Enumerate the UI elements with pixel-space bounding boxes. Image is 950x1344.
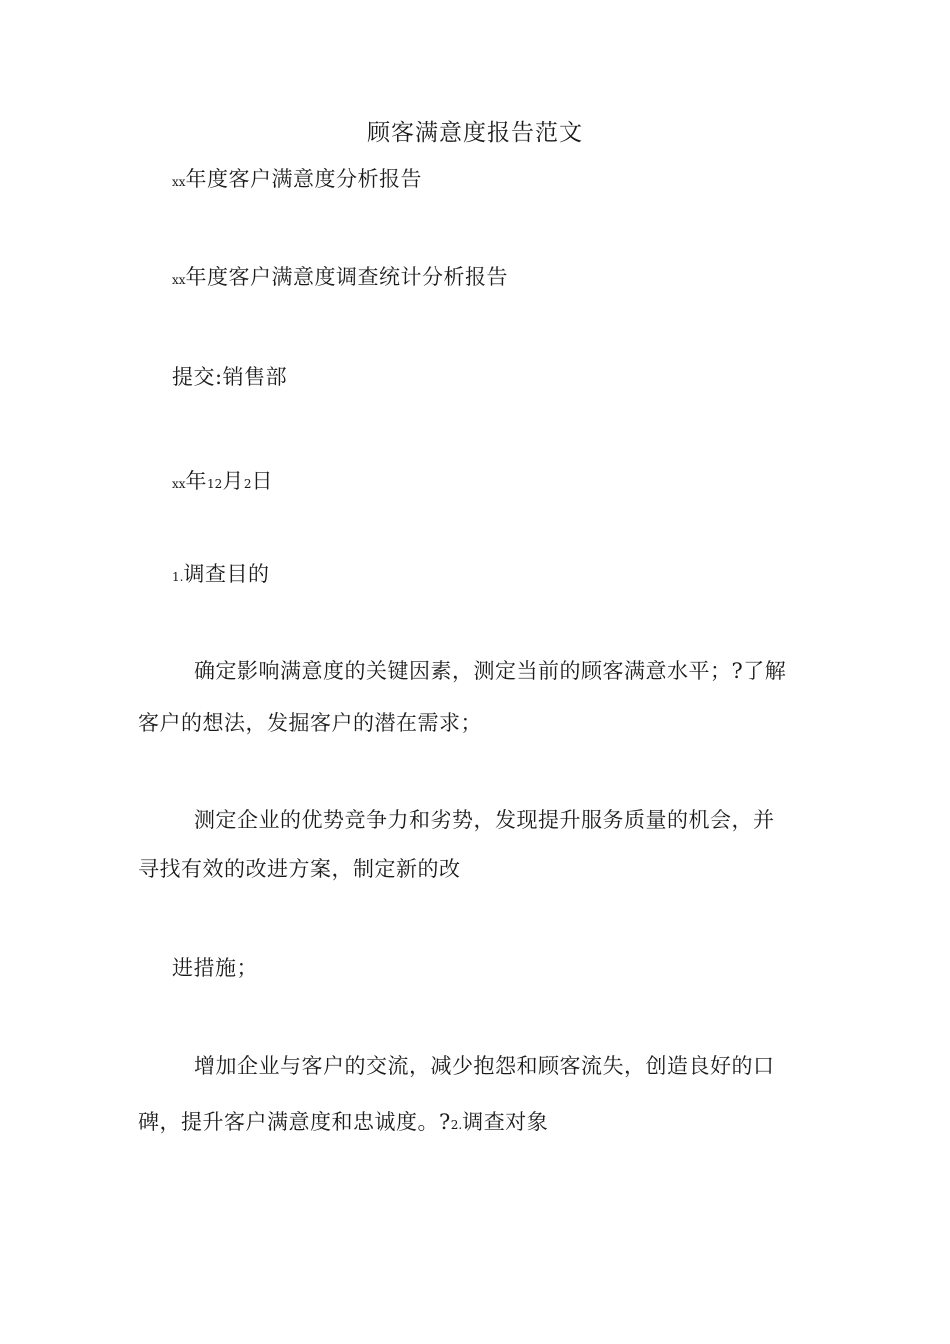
paragraph-2-line-1: 测定企业的优势竞争力和劣势，发现提升服务质量的机会，并 — [194, 808, 775, 832]
year-placeholder: xx — [172, 273, 186, 287]
section-1-heading — [172, 560, 269, 591]
date-day: 日 — [251, 469, 273, 493]
header-line-1 — [172, 165, 422, 196]
paragraph-4-line-2-text: 碑，提升客户满意度和忠诚度。? — [138, 1110, 451, 1134]
paragraph-4-line-2 — [138, 1108, 548, 1139]
paragraph-1-line-1: 确定影响满意度的关键因素，测定当前的顾客满意水平；?了解 — [194, 659, 787, 683]
document-title: 顾客满意度报告范文 — [367, 120, 583, 146]
header-line-1-text: 年度客户满意度分析报告 — [185, 167, 423, 191]
header-line-2 — [172, 263, 508, 294]
paragraph-2-line-2: 寻找有效的改进方案，制定新的改 — [138, 857, 461, 881]
date-month-num: 12 — [207, 477, 223, 491]
section-1-title: 调查目的 — [183, 562, 270, 586]
section-2-title: 调查对象 — [462, 1110, 549, 1134]
paragraph-1-line-2: 客户的想法，发掘客户的潜在需求； — [138, 711, 482, 735]
paragraph-3: 进措施； — [172, 956, 258, 980]
date-year: 年 — [185, 469, 208, 493]
date-year-prefix: xx — [172, 477, 186, 491]
date-month: 月 — [222, 469, 244, 493]
header-line-2-text: 年度客户满意度调查统计分析报告 — [185, 265, 509, 289]
section-1-number: 1. — [172, 570, 184, 584]
section-2-number: 2. — [450, 1118, 463, 1132]
paragraph-4-line-1: 增加企业与客户的交流，减少抱怨和顾客流失，创造良好的口 — [194, 1054, 775, 1078]
date-day-num: 2 — [243, 477, 252, 491]
date-line — [172, 467, 273, 498]
year-placeholder: xx — [172, 175, 186, 189]
submitter-line: 提交:销售部 — [172, 365, 288, 389]
